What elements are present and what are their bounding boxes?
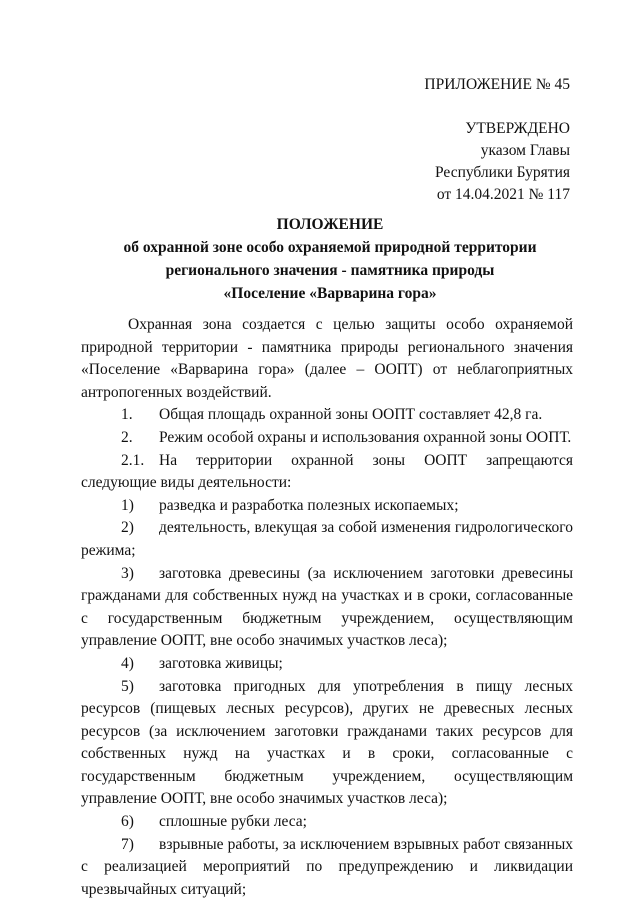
- item-text: заготовка пригодных для употребления в пищу лесных ресурсов (пищевых лесных ресурсов), других не древесных лесных ресурсов (за исключением заготовки гражданами таких ресурсов для собственных нужд на участках и в сроки, согласованные с государственным бюджетным учреждением, осуществляющим управление ООПТ, вне особо значимых участков леса);: [81, 677, 573, 808]
- intro-paragraph: Охранная зона создается с целью защиты особо охраняемой природной территории - памятника природы регионального значения «Поселение «Варварина гора» (далее – ООПТ) от неблагоприятных антропогенных воздействий.: [81, 316, 573, 401]
- list-item: [81, 563, 573, 653]
- item-text: разведка и разработка полезных ископаемых;: [159, 496, 459, 514]
- list-item: [81, 495, 573, 518]
- list-item: [81, 676, 573, 812]
- appendix-number: ПРИЛОЖЕНИЕ № 45: [424, 76, 570, 93]
- item-number: 1.: [121, 406, 133, 424]
- item-number: 2.1.: [121, 451, 145, 469]
- list-item: [81, 404, 573, 427]
- document-title: [80, 213, 580, 305]
- list-item: [81, 653, 573, 676]
- item-text: заготовка живицы;: [159, 654, 283, 672]
- document-body: [81, 314, 573, 901]
- item-number: 6): [121, 813, 134, 831]
- item-text: Общая площадь охранной зоны ООПТ составляет 42,8 га.: [159, 406, 543, 424]
- decree-date: от 14.04.2021 № 117: [436, 186, 570, 203]
- item-text: взрывные работы, за исключением взрывных работ связанных с реализацией мероприятий по предупреждению и ликвидации чрезвычайных ситуаций;: [81, 835, 573, 898]
- list-item: [81, 811, 573, 834]
- title-line-3: регионального значения - памятника природы: [165, 262, 495, 279]
- title-line-4: «Поселение «Варварина гора»: [223, 285, 437, 302]
- approval-block: [424, 74, 570, 206]
- item-number: 2.: [121, 428, 133, 446]
- republic-line: Республики Бурятия: [435, 164, 570, 181]
- list-item: [81, 834, 573, 902]
- decree-line: указом Главы: [480, 142, 570, 159]
- item-number: 2): [121, 519, 134, 537]
- item-number: 1): [121, 496, 134, 514]
- title-line-1: ПОЛОЖЕНИЕ: [276, 216, 384, 233]
- list-item: [81, 427, 573, 450]
- approved-label: УТВЕРЖДЕНО: [465, 120, 570, 137]
- title-line-2: об охранной зоне особо охраняемой природной территории: [123, 239, 537, 256]
- item-text: деятельность, влекущая за собой изменения гидрологического режима;: [81, 519, 573, 559]
- list-item: [81, 450, 573, 495]
- item-number: 3): [121, 564, 134, 582]
- item-text: Режим особой охраны и использования охранной зоны ООПТ.: [159, 428, 572, 446]
- item-number: 7): [121, 835, 134, 853]
- list-item: [81, 517, 573, 562]
- item-text: сплошные рубки леса;: [159, 813, 307, 831]
- item-number: 5): [121, 677, 134, 695]
- item-number: 4): [121, 654, 134, 672]
- item-text: На территории охранной зоны ООПТ запрещаются следующие виды деятельности:: [81, 451, 573, 492]
- item-text: заготовка древесины (за исключением заготовки древесины гражданами для собственных нужд на участках и в сроки, согласованные с государственным бюджетным учреждением, осуществляющим управление ООПТ, вне особо значимых участков леса);: [81, 564, 573, 650]
